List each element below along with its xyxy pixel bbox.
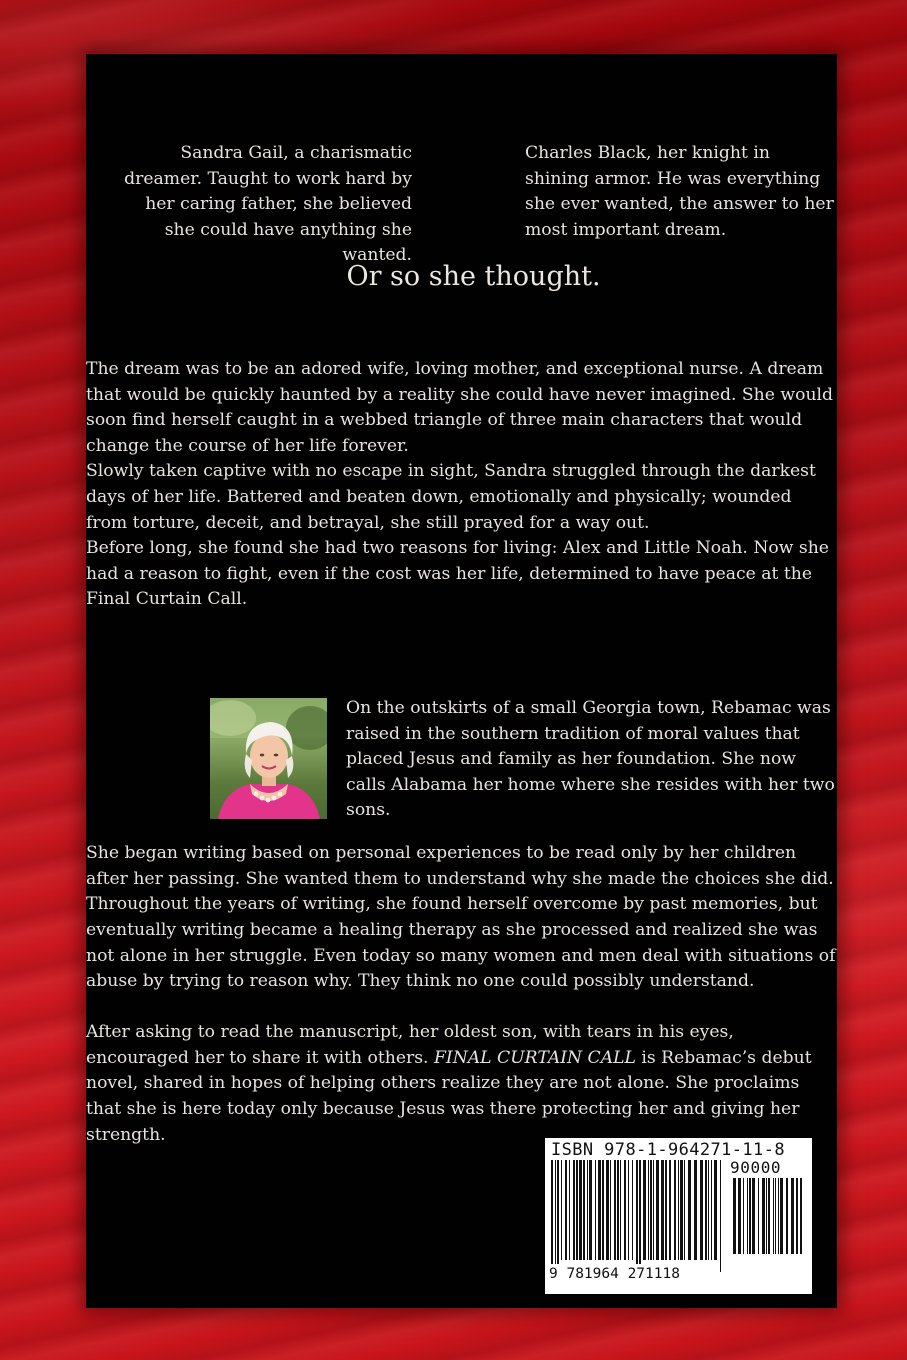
author-intro: On the outskirts of a small Georgia town, Rebamac was raised in the southern tradition of moral values that placed Jesus and family as her foundation. She now calls Alabama her home where she resides with her two sons. <box>346 698 835 821</box>
barcode-bar <box>565 1160 567 1260</box>
barcode-bar <box>653 1160 654 1260</box>
barcode-bar <box>786 1178 788 1254</box>
barcode-bar <box>583 1160 585 1260</box>
synopsis-paragraph: Before long, she found she had two reasons for living: Alex and Little Noah. Now she had a reason to fight, even if the cost was her life, determined to have peace at the Final Curtain Call. <box>86 538 829 610</box>
barcode-bar <box>598 1160 601 1260</box>
barcode-bar <box>557 1160 559 1272</box>
barcode-bar <box>684 1160 685 1260</box>
barcode-bar <box>674 1160 676 1260</box>
barcode-bar <box>643 1160 646 1260</box>
intro-sandra: Sandra Gail, a charismatic dreamer. Taught to work hard by her caring father, she believed she could have anything she wanted. <box>124 143 412 266</box>
barcode-bar <box>700 1160 703 1260</box>
barcode-bar <box>579 1160 582 1260</box>
barcode-bar <box>738 1178 741 1254</box>
barcode-bar <box>762 1178 765 1254</box>
barcode-bar <box>610 1160 611 1260</box>
barcode-bar <box>705 1160 707 1260</box>
barcode-bar <box>678 1160 679 1260</box>
isbn-number: ISBN 978-1-964271-11-8 <box>551 1140 785 1160</box>
barcode-bar <box>632 1160 633 1260</box>
barcode-bar <box>758 1178 759 1254</box>
barcode-bar <box>752 1178 755 1254</box>
tagline: Or so she thought. <box>346 261 601 292</box>
barcode-bar <box>708 1160 709 1260</box>
barcode-bar <box>587 1160 588 1260</box>
isbn-barcode <box>545 1138 812 1294</box>
barcode-bar <box>778 1178 779 1254</box>
barcode-bar <box>648 1160 649 1260</box>
synopsis-paragraph: The dream was to be an adored wife, loving mother, and exceptional nurse. A dream that would be quickly haunted by a reality she could have never imagined. She would soon find herself caught in a webbed triangle of three main characters that would change the course of her life forever. <box>86 359 834 456</box>
price-code: 90000 <box>730 1158 782 1177</box>
book-title: FINAL CURTAIN CALL <box>434 1047 636 1068</box>
bio-text: After asking to read the manuscript, her oldest son, with tears in his eyes, encouraged her to share it with others. <box>86 1022 734 1068</box>
barcode-bar <box>617 1160 619 1260</box>
barcode-bar <box>620 1160 621 1260</box>
synopsis-paragraph: Slowly taken captive with no escape in sight, Sandra struggled through the darkest days of her life. Battered and beaten down, emotionally and physically; wounded from torture, deceit, and betrayal, she still prayed for a way out. <box>86 461 816 533</box>
barcode-bar <box>661 1160 664 1260</box>
barcode-bar <box>775 1178 776 1254</box>
barcode-bar <box>714 1160 717 1260</box>
barcode-bar <box>688 1160 691 1260</box>
addon-barcode <box>731 1178 807 1266</box>
barcode-bar <box>768 1178 770 1254</box>
barcode-bar <box>602 1160 604 1260</box>
bio-text: is Rebamac’s debut novel, shared in hopes of helping others realize they are not alone. She proclaims that she is here today only because Jesus was there protecting her and giving her strength. <box>86 1047 812 1145</box>
barcode-bar <box>720 1160 721 1272</box>
barcode-bar <box>743 1178 744 1254</box>
barcode-bar <box>569 1160 570 1260</box>
barcode-bar <box>749 1178 751 1254</box>
barcode-bar <box>650 1160 652 1260</box>
barcode-bar <box>573 1160 575 1260</box>
barcode-bar <box>766 1178 767 1254</box>
intro-charles: Charles Black, her knight in shining armor. He was everything she ever wanted, the answer to her most important dream. <box>525 143 834 240</box>
barcode-bar <box>796 1178 798 1254</box>
barcode-bar <box>656 1160 659 1260</box>
barcode-bar <box>680 1160 683 1260</box>
barcode-bar <box>561 1160 562 1260</box>
barcode-bar <box>624 1160 626 1260</box>
barcode-bar <box>606 1160 609 1260</box>
barcode-bar <box>747 1178 748 1254</box>
author-bio <box>86 824 838 1012</box>
barcode-bar <box>780 1178 783 1254</box>
barcode-bar <box>614 1160 616 1260</box>
barcode-bar <box>800 1178 802 1254</box>
barcode-bar <box>589 1160 592 1260</box>
ean-barcode <box>549 1160 727 1272</box>
barcode-bar <box>669 1160 671 1260</box>
barcode-bar <box>711 1160 712 1260</box>
barcode-bar <box>694 1160 697 1260</box>
barcode-bar <box>628 1160 629 1260</box>
bio-paragraph: She began writing based on personal experiences to be read only by her children after her passing. She wanted them to understand why she made the choices she did. Throughout the years of writing, she found herself overcome by past memories, but eventually writing became a healing therapy as she processed and realized she was not alone in her struggle. Even today so many women and men deal with situations of abuse by trying to reason why. They think no one could possibly understand. <box>86 843 836 992</box>
barcode-digits: 9 781964 271118 <box>547 1264 719 1284</box>
bio-paragraph <box>86 1020 838 1148</box>
barcode-bar <box>555 1160 556 1272</box>
author-photo <box>210 698 327 819</box>
barcode-bar <box>665 1160 667 1260</box>
barcode-bar <box>636 1160 638 1272</box>
barcode-bar <box>551 1160 553 1272</box>
synopsis <box>86 357 838 613</box>
barcode-bar <box>639 1160 641 1272</box>
barcode-bar <box>791 1178 794 1254</box>
barcode-bar <box>733 1178 736 1254</box>
barcode-bar <box>595 1160 596 1260</box>
barcode-bar <box>773 1178 774 1254</box>
barcode-bar <box>576 1160 578 1260</box>
